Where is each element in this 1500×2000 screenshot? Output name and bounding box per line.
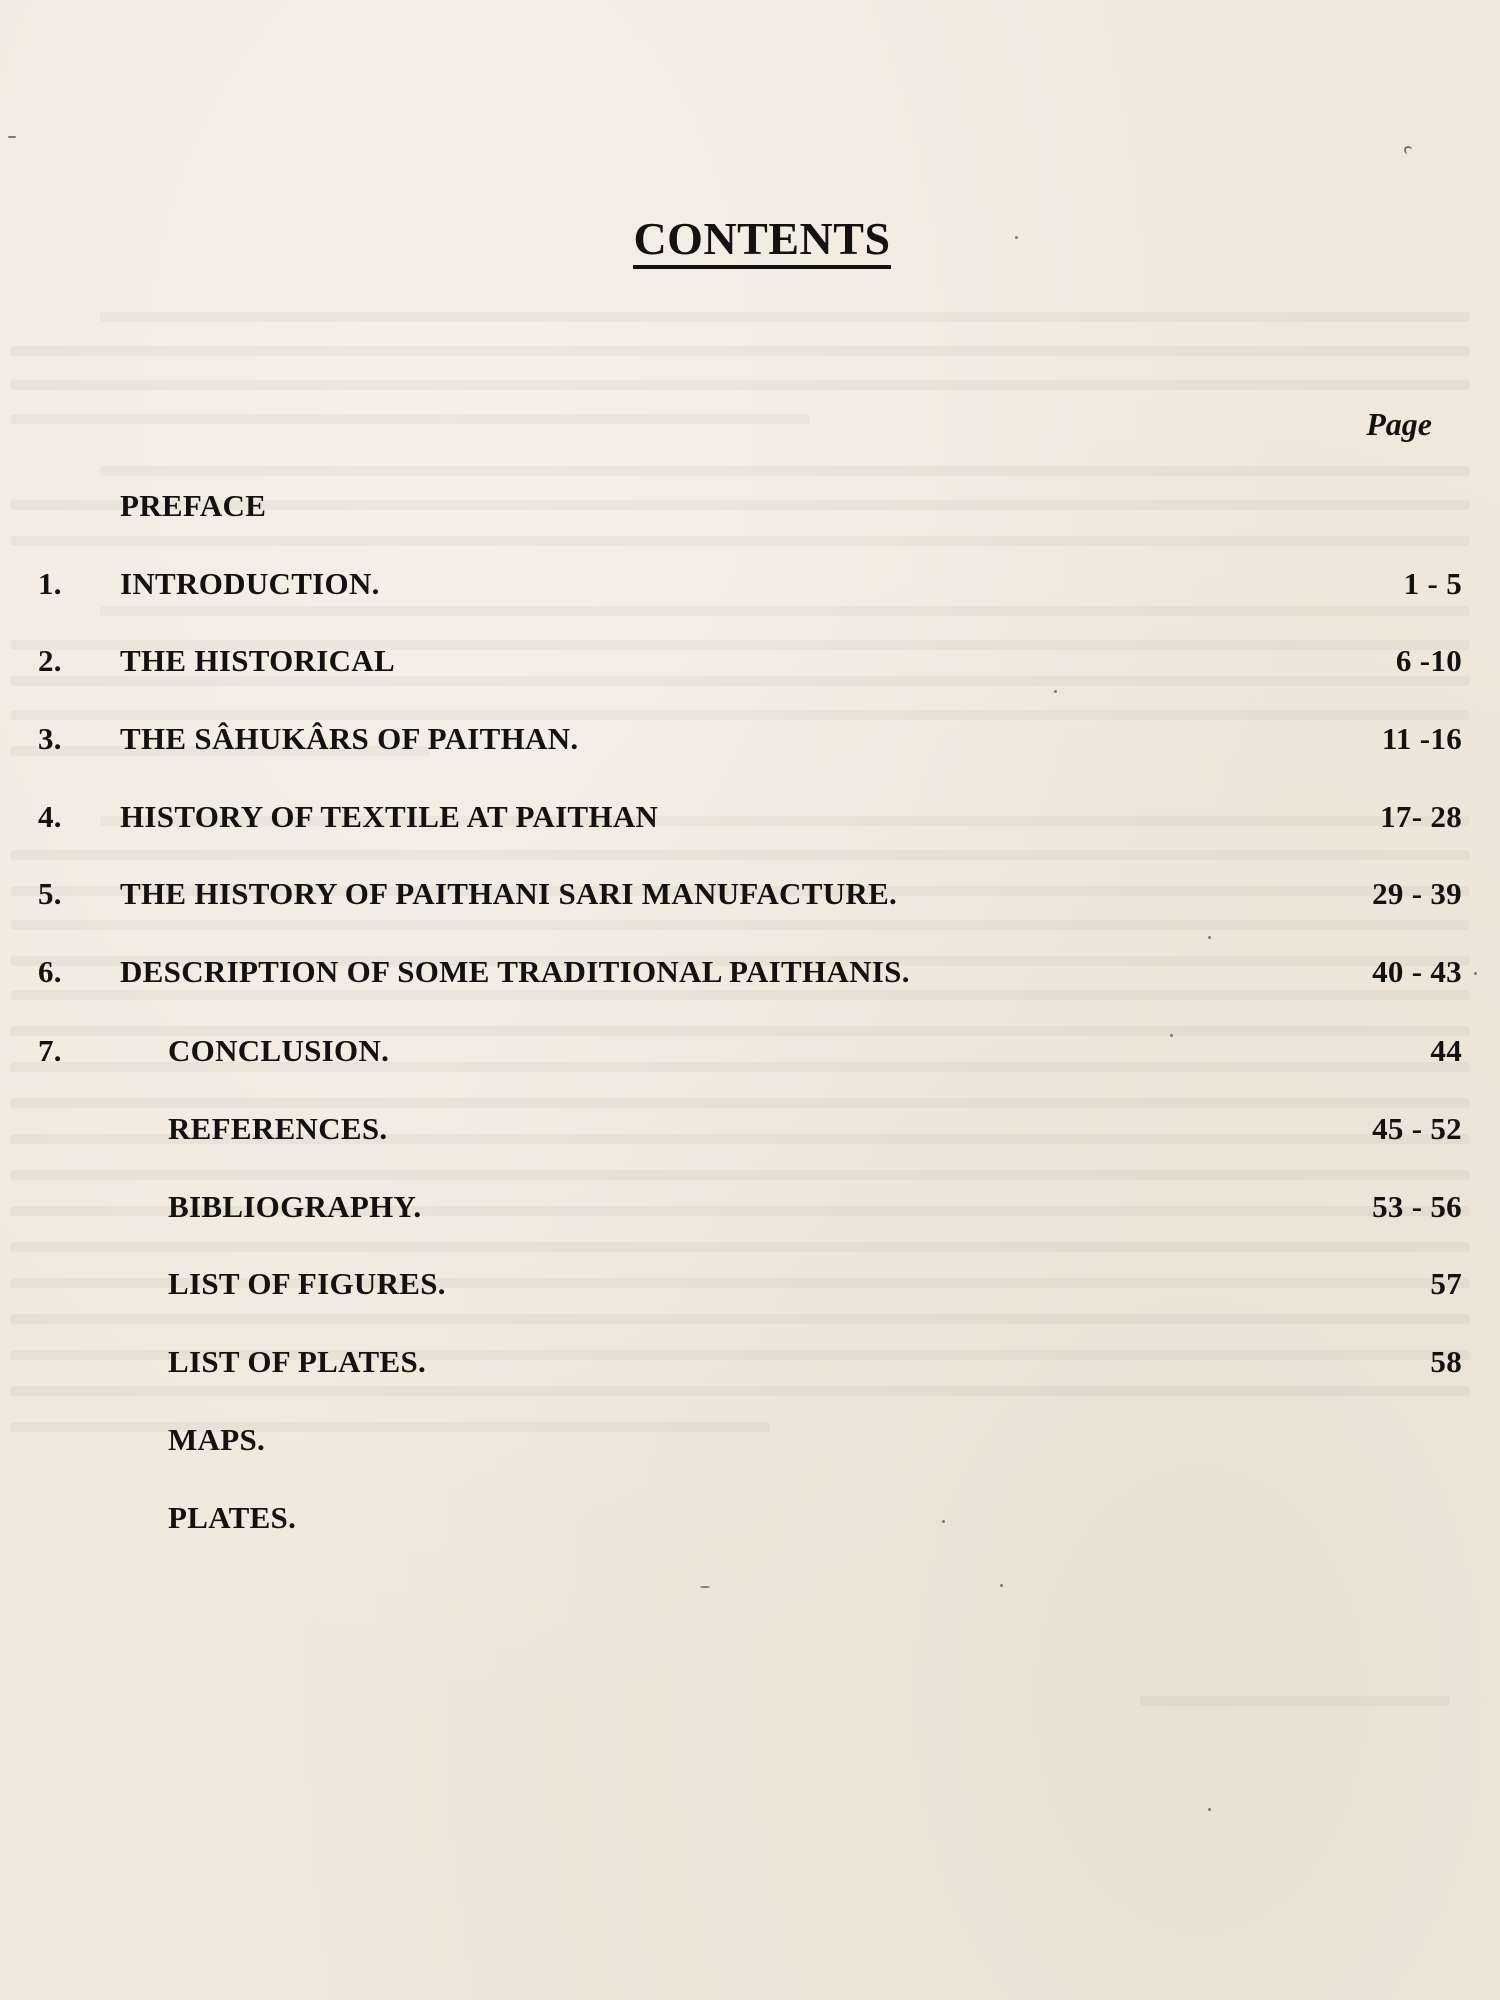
toc-entry-plates (0, 1500, 1500, 1544)
toc-entry-references (0, 1111, 1500, 1155)
entry-pages: 57 (1430, 1266, 1462, 1301)
entry-label: BIBLIOGRAPHY. (168, 1189, 422, 1224)
entry-number: 4. (38, 799, 62, 834)
entry-label: THE SÂHUKÂRS OF PAITHAN. (120, 721, 579, 756)
scan-speck (1474, 972, 1477, 975)
entry-label: CONCLUSION. (168, 1033, 390, 1068)
toc-entry-maps (0, 1422, 1500, 1466)
entry-label: REFERENCES. (168, 1111, 388, 1146)
entry-label: DESCRIPTION OF SOME TRADITIONAL PAITHANIS. (120, 954, 910, 989)
scan-speck (1000, 1584, 1003, 1587)
entry-label: THE HISTORY OF PAITHANI SARI MANUFACTURE. (120, 876, 898, 911)
page-column-header: Page (1366, 406, 1432, 442)
scan-speck (700, 1586, 710, 1588)
entry-pages: 58 (1430, 1344, 1462, 1379)
toc-entry-traditional-paithanis (0, 954, 1500, 998)
scan-speck (1015, 236, 1018, 239)
entry-pages: 40 - 43 (1372, 954, 1462, 989)
entry-pages: 44 (1430, 1033, 1462, 1068)
entry-number: 6. (38, 954, 62, 989)
scan-speck (1170, 1034, 1173, 1037)
entry-label: MAPS. (168, 1422, 266, 1457)
entry-label: INTRODUCTION. (120, 566, 380, 601)
entry-number: 7. (38, 1033, 62, 1068)
entry-pages: 53 - 56 (1372, 1189, 1462, 1224)
scan-speck (1208, 1808, 1211, 1811)
entry-number: 3. (38, 721, 62, 756)
toc-entry-list-of-figures (0, 1266, 1500, 1310)
entry-pages: 1 - 5 (1403, 566, 1462, 601)
contents-title: CONTENTS (633, 215, 890, 269)
entry-number: 1. (38, 566, 62, 601)
entry-label: PLATES. (168, 1500, 297, 1535)
toc-entry-introduction (0, 566, 1500, 610)
entry-label: LIST OF FIGURES. (168, 1266, 446, 1301)
entry-pages: 29 - 39 (1372, 876, 1462, 911)
entry-pages: 17- 28 (1380, 799, 1462, 834)
entry-label: HISTORY OF TEXTILE AT PAITHAN (120, 799, 659, 834)
toc-entry-history-of-textile (0, 799, 1500, 843)
entry-label: PREFACE (120, 488, 267, 523)
entry-pages: 45 - 52 (1372, 1111, 1462, 1146)
scan-speck (1404, 146, 1412, 154)
entry-label: THE HISTORICAL (120, 643, 395, 678)
scan-speck (942, 1520, 945, 1523)
toc-entry-historical (0, 643, 1500, 687)
toc-entry-list-of-plates (0, 1344, 1500, 1388)
entry-label: LIST OF PLATES. (168, 1344, 427, 1379)
scan-speck (1208, 936, 1211, 939)
toc-entry-paithani-manufacture (0, 876, 1500, 920)
toc-entry-conclusion (0, 1033, 1500, 1077)
toc-entry-preface (0, 488, 1500, 532)
toc-entry-bibliography (0, 1189, 1500, 1233)
entry-pages: 11 -16 (1381, 721, 1462, 756)
scan-speck (8, 136, 16, 138)
entry-number: 5. (38, 876, 62, 911)
toc-entry-sahukars (0, 721, 1500, 765)
entry-number: 2. (38, 643, 62, 678)
scan-speck (1054, 690, 1057, 693)
entry-pages: 6 -10 (1395, 643, 1462, 678)
